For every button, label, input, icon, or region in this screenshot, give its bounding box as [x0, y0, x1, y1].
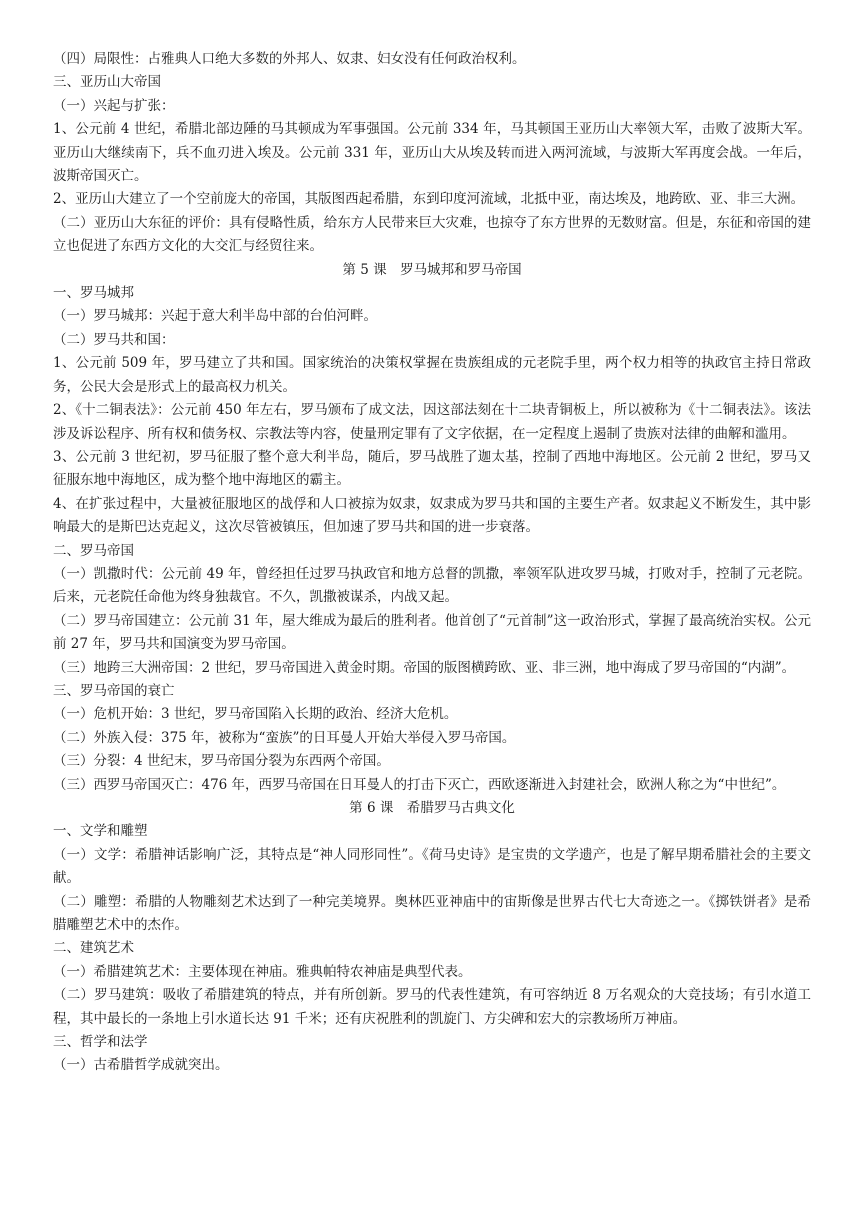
paragraph: 一、罗马城邦 [53, 285, 134, 302]
paragraph: 三、哲学和法学 [53, 1034, 148, 1051]
paragraph: 3、公元前 3 世纪初，罗马征服了整个意大利半岛，随后，罗马战胜了迦太基，控制了西地中海地区。公元前 2 世纪，罗马又征服东地中海地区，成为整个地中海地区的霸主。 [53, 448, 811, 489]
paragraph: 三、罗马帝国的衰亡 [53, 682, 175, 699]
paragraph: （一）危机开始：3 世纪，罗马帝国陷入长期的政治、经济大危机。 [53, 706, 458, 723]
paragraph: 4、在扩张过程中，大量被征服地区的战俘和人口被掠为奴隶，奴隶成为罗马共和国的主要生产者。奴隶起义不断发生，其中影响最大的是斯巴达克起义，这次尽管被镇压，但加速了罗马共和国的进一步衰落。 [53, 495, 811, 536]
paragraph: 1、公元前 509 年，罗马建立了共和国。国家统治的决策权掌握在贵族组成的元老院手里，两个权力相等的执政官主持日常政务，公民大会是形式上的最高权力机关。 [53, 355, 811, 395]
paragraph: 二、罗马帝国 [53, 542, 134, 559]
paragraph: （二）雕塑：希腊的人物雕刻艺术达到了一种完美境界。奥林匹亚神庙中的宙斯像是世界古代七大奇迹之一。《掷铁饼者》是希腊雕塑艺术中的杰作。 [53, 893, 811, 934]
paragraph: （三）地跨三大洲帝国：2 世纪，罗马帝国进入黄金时期。帝国的版图横跨欧、亚、非三洲，地中海成了罗马帝国的“内湖”。 [53, 659, 796, 676]
paragraph: （二）罗马共和国： [53, 331, 175, 348]
paragraph: （一）文学：希腊神话影响广泛，其特点是“神人同形同性”。《荷马史诗》是宝贵的文学遗产，也是了解早期希腊社会的主要文献。 [53, 846, 811, 887]
paragraph: （一）古希腊哲学成就突出。 [53, 1057, 229, 1074]
paragraph: 三、亚历山大帝国 [53, 74, 161, 91]
paragraph: 2、《十二铜表法》：公元前 450 年左右，罗马颁布了成文法，因这部法刻在十二块青铜板上，所以被称为《十二铜表法》。该法涉及诉讼程序、所有权和债务权、宗教法等内容，使量刑定罪有了文字依据，在一定程度上遏制了贵族对法律的曲解和滥用。 [53, 402, 811, 442]
paragraph: （二）罗马建筑：吸收了希腊建筑的特点，并有所创新。罗马的代表性建筑，有可容纳近 8 万名观众的大竞技场；有引水道工程，其中最长的一条地上引水道长达 91 千米；还有庆祝胜利的凯旋门、方尖碑和宏大的宗教场所万神庙。 [53, 987, 811, 1027]
paragraph: （三）分裂：4 世纪末，罗马帝国分裂为东西两个帝国。 [53, 753, 390, 770]
document-body [53, 48, 811, 1078]
lesson-title: 第 6 课 希腊罗马古典文化 [349, 800, 515, 816]
paragraph: （四）局限性：占雅典人口绝大多数的外邦人、奴隶、妇女没有任何政治权利。 [53, 51, 526, 67]
lesson-title: 第 5 课 罗马城邦和罗马帝国 [342, 261, 522, 278]
paragraph: （二）罗马帝国建立：公元前 31 年，屋大维成为最后的胜利者。他首创了“元首制”这一政治形式，掌握了最高统治实权。公元前 27 年，罗马共和国演变为罗马帝国。 [53, 612, 811, 653]
paragraph: （一）兴起与扩张： [53, 97, 175, 114]
paragraph: （一）罗马城邦：兴起于意大利半岛中部的台伯河畔。 [53, 308, 377, 325]
paragraph: 二、建筑艺术 [53, 940, 134, 957]
paragraph: 一、文学和雕塑 [53, 823, 148, 840]
paragraph: （三）西罗马帝国灭亡：476 年，西罗马帝国在日耳曼人的打击下灭亡，西欧逐渐进入封建社会，欧洲人称之为“中世纪”。 [53, 776, 786, 793]
paragraph: （二）外族入侵：375 年，被称为“蛮族”的日耳曼人开始大举侵入罗马帝国。 [53, 729, 516, 746]
paragraph: （一）希腊建筑艺术：主要体现在神庙。雅典帕特农神庙是典型代表。 [53, 963, 472, 980]
paragraph: 2、亚历山大建立了一个空前庞大的帝国，其版图西起希腊，东到印度河流域，北抵中亚，南达埃及，地跨欧、亚、非三大洲。 [53, 191, 805, 208]
paragraph: 1、公元前 4 世纪，希腊北部边陲的马其顿成为军事强国。公元前 334 年，马其顿国王亚历山大率领大军，击败了波斯大军。亚历山大继续南下，兵不血刃进入埃及。公元前 331 年，亚历山大从埃及转而进入两河流域，与波斯大军再度会战。一年后，波斯帝国灭亡。 [53, 121, 811, 185]
paragraph: （二）亚历山大东征的评价：具有侵略性质，给东方人民带来巨大灾难，也掠夺了东方世界的无数财富。但是，东征和帝国的建立也促进了东西方文化的大交汇与经贸往来。 [53, 214, 811, 255]
paragraph: （一）凯撒时代：公元前 49 年，曾经担任过罗马执政官和地方总督的凯撒，率领军队进攻罗马城，打败对手，控制了元老院。后来，元老院任命他为终身独裁官。不久，凯撒被谋杀，内战又起。 [53, 565, 811, 606]
